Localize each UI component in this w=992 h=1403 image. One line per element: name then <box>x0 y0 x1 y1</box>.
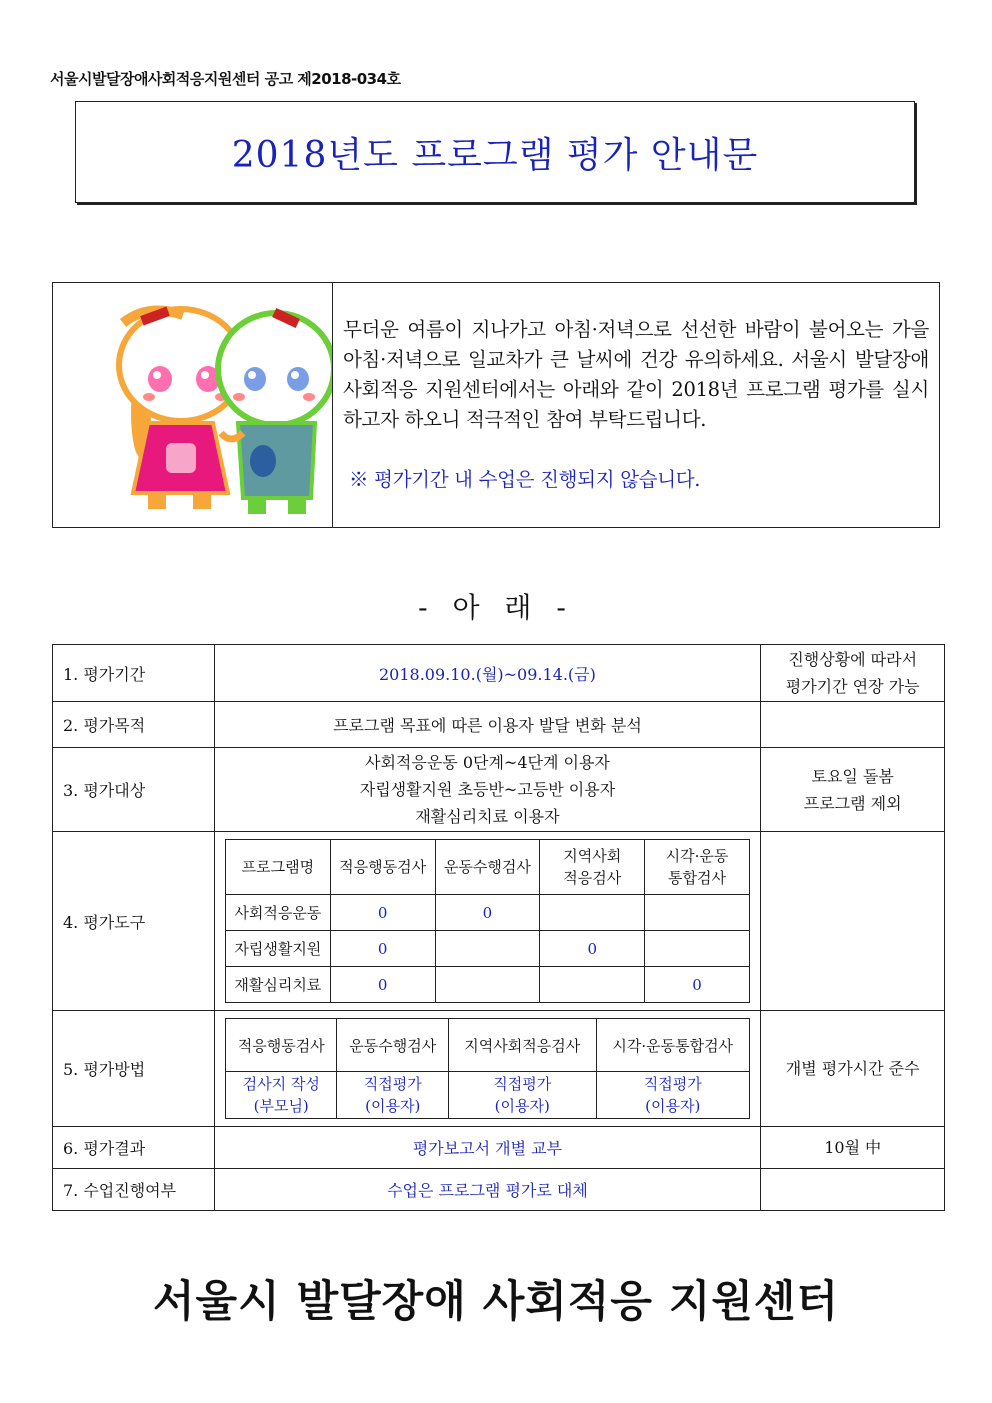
section-heading: - 아 래 - <box>418 591 574 624</box>
tools-row <box>225 967 749 1003</box>
period-remark-line-1: 진행상황에 따라서 <box>788 650 918 669</box>
method-header: 시각·운동통합검사 <box>596 1019 749 1072</box>
method-value <box>596 1072 749 1119</box>
target-remark <box>761 748 945 832</box>
target-line-3: 재활심리치료 이용자 <box>415 807 560 826</box>
target-remark-line-1: 토요일 돌봄 <box>811 766 894 786</box>
result-label: 6. 평가결과 <box>53 1127 215 1169</box>
tools-label: 4. 평가도구 <box>53 832 215 1011</box>
tools-mark <box>645 895 750 931</box>
girl-mascot <box>119 307 243 509</box>
method-value-row <box>225 1072 749 1119</box>
tools-header: 적응행동검사 <box>330 840 435 895</box>
evaluation-table <box>52 644 945 1211</box>
method-value-line: (이용자) <box>365 1097 421 1115</box>
tools-cell <box>214 832 761 1011</box>
tools-mark <box>540 967 645 1003</box>
class-label: 7. 수업진행여부 <box>53 1169 215 1211</box>
intro-text <box>333 283 939 527</box>
method-value <box>449 1072 596 1119</box>
class-value: 수업은 프로그램 평가로 대체 <box>214 1169 761 1211</box>
mascot-illustration <box>53 283 333 527</box>
target-label: 3. 평가대상 <box>53 748 215 832</box>
tools-mark: 0 <box>540 931 645 967</box>
tools-program-name: 재활심리치료 <box>225 967 330 1003</box>
tools-row <box>225 931 749 967</box>
mascot-characters-image <box>53 283 332 529</box>
tools-header-row <box>225 840 749 895</box>
method-value-line: (이용자) <box>645 1097 701 1115</box>
target-line-1: 사회적응운동 0단계~4단계 이용자 <box>365 753 610 772</box>
row-tools <box>53 832 945 1011</box>
notice-number: 서울시발달장애사회적응지원센터 공고 제2018-034호 <box>50 70 401 88</box>
period-label: 1. 평가기간 <box>53 645 215 702</box>
row-result <box>53 1127 945 1169</box>
title-box <box>75 101 915 203</box>
tools-mark: 0 <box>645 967 750 1003</box>
tools-mark: 0 <box>330 967 435 1003</box>
method-header-row <box>225 1019 749 1072</box>
period-remark-line-2: 평가기간 연장 가능 <box>785 677 920 696</box>
method-value <box>225 1072 337 1119</box>
row-method <box>53 1011 945 1127</box>
tools-mark <box>435 967 540 1003</box>
organization-name: 서울시 발달장애 사회적응 지원센터 <box>153 1277 839 1327</box>
row-target <box>53 748 945 832</box>
method-label: 5. 평가방법 <box>53 1011 215 1127</box>
tools-program-name: 사회적응운동 <box>225 895 330 931</box>
intro-note: ※ 평가기간 내 수업은 진행되지 않습니다. <box>349 468 701 491</box>
class-remark <box>761 1169 945 1211</box>
period-value: 2018.09.10.(월)~09.14.(금) <box>214 645 761 702</box>
tools-mark <box>540 895 645 931</box>
method-value-line: 직접평가 <box>643 1075 702 1093</box>
tools-mark: 0 <box>330 895 435 931</box>
method-value <box>337 1072 449 1119</box>
tools-header: 운동수행검사 <box>435 840 540 895</box>
purpose-label: 2. 평가목적 <box>53 702 215 748</box>
method-table <box>225 1018 750 1119</box>
method-value-line: 검사지 작성 <box>242 1075 320 1093</box>
tools-program-name: 자립생활지원 <box>225 931 330 967</box>
row-period <box>53 645 945 702</box>
tools-remark <box>761 832 945 1011</box>
intro-box <box>52 282 940 528</box>
method-value-line: (부모님) <box>253 1097 309 1115</box>
row-class <box>53 1169 945 1211</box>
period-remark <box>761 645 945 702</box>
tools-mark <box>435 931 540 967</box>
tools-row <box>225 895 749 931</box>
tools-mark <box>645 931 750 967</box>
method-value-line: 직접평가 <box>363 1075 422 1093</box>
method-header: 적응행동검사 <box>225 1019 337 1072</box>
method-remark: 개별 평가시간 준수 <box>761 1011 945 1127</box>
tools-header: 지역사회 적응검사 <box>540 840 645 895</box>
tools-header: 시각·운동 통합검사 <box>645 840 750 895</box>
result-value: 평가보고서 개별 교부 <box>214 1127 761 1169</box>
target-remark-line-2: 프로그램 제외 <box>803 793 902 813</box>
target-line-2: 자립생활지원 초등반~고등반 이용자 <box>359 780 616 799</box>
tools-mark: 0 <box>330 931 435 967</box>
purpose-value: 프로그램 목표에 따른 이용자 발달 변화 분석 <box>214 702 761 748</box>
target-value <box>214 748 761 832</box>
tools-table <box>225 839 750 1003</box>
method-value-line: (이용자) <box>494 1097 550 1115</box>
purpose-remark <box>761 702 945 748</box>
page-title: 2018년도 프로그램 평가 안내문 <box>231 134 759 176</box>
tools-header: 프로그램명 <box>225 840 330 895</box>
method-cell <box>214 1011 761 1127</box>
method-header: 지역사회적응검사 <box>449 1019 596 1072</box>
method-header: 운동수행검사 <box>337 1019 449 1072</box>
intro-paragraph: 무더운 여름이 지나가고 아침·저녁으로 선선한 바람이 불어오는 가을 아침·저녁으로 일교차가 큰 날씨에 건강 유의하세요. 서울시 발달장애 사회적응 지원센터에서는 아래와 같이 2018년 프로그램 평가를 실시하고자 하오니 적극적인 참여 부탁드립니다. <box>343 318 929 431</box>
boy-mascot <box>218 308 332 514</box>
method-value-line: 직접평가 <box>493 1075 552 1093</box>
row-purpose <box>53 702 945 748</box>
result-remark: 10월 中 <box>761 1127 945 1169</box>
tools-mark: 0 <box>435 895 540 931</box>
